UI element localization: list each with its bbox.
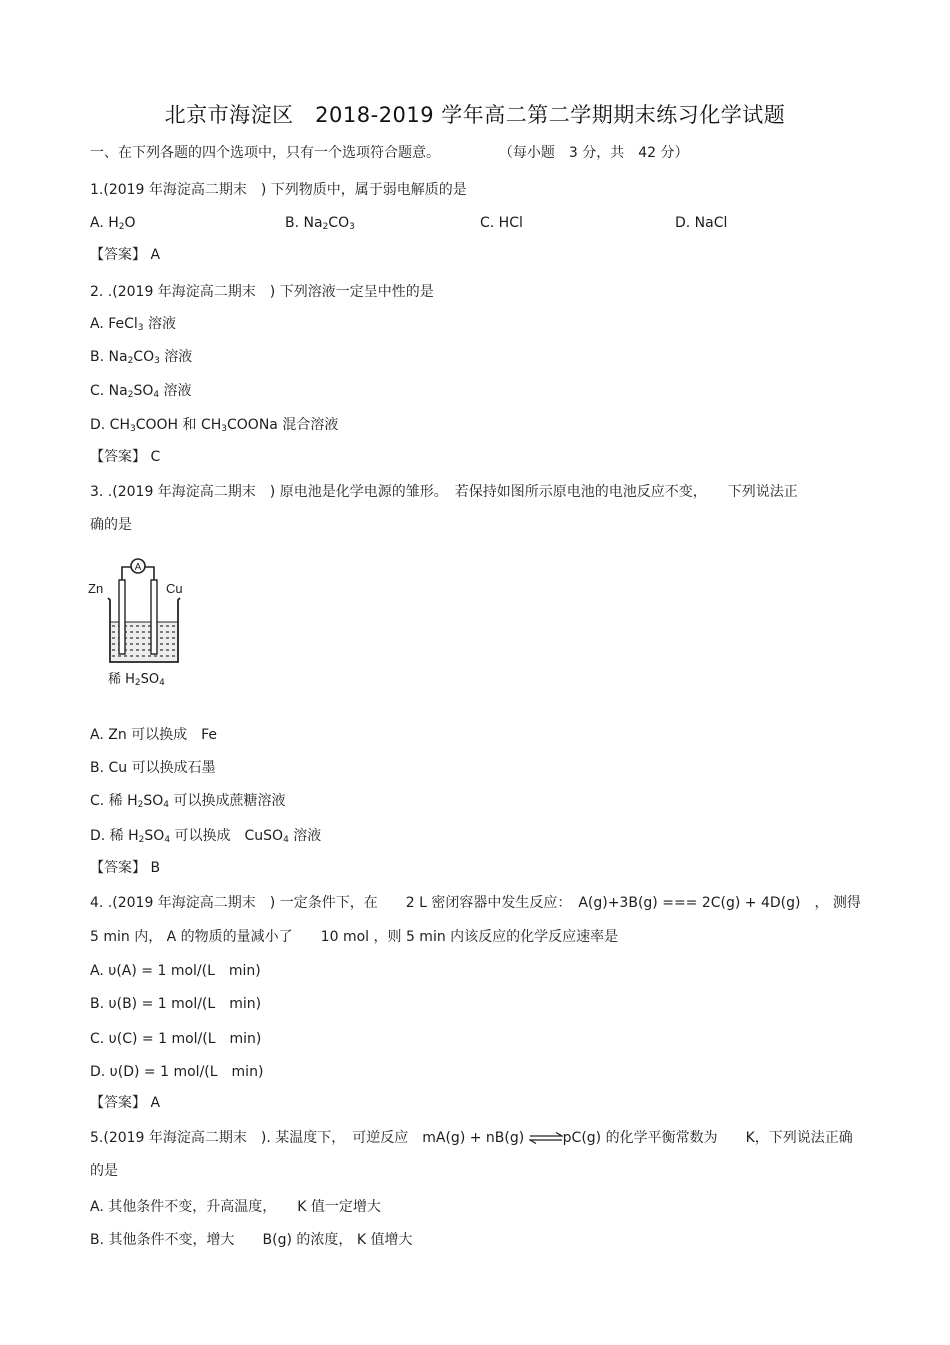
q1-option-b: B. $Na_2CO_3$ (285, 215, 355, 232)
q5-stem-line1: 5.(2019 年海淀高二期末 ). 某温度下， 可逆反应 mA(g) + nB(g) pC(g) 的化学平衡常数为 K，下列说法正确 (90, 1130, 853, 1146)
q2-answer: 【答案】 C (90, 449, 161, 465)
solution-label: 稀 $H_2SO_4$ (108, 672, 165, 688)
q1-stem: 1.(2019 年海淀高二期末 ) 下列物质中，属于弱电解质的是 (90, 182, 467, 198)
galvanic-cell-figure (84, 550, 194, 690)
equilibrium-arrow-icon (529, 1132, 563, 1144)
page-title: 北京市海淀区 2018-2019 学年高二第二学期期末练习化学试题 (164, 103, 786, 127)
q4-option-b: B. υ(B) = 1 mol/(L min) (90, 996, 262, 1012)
section-score-note: （每小题 3 分，共 42 分） (498, 145, 689, 161)
section-heading: 一、在下列各题的四个选项中，只有一个选项符合题意。 (90, 145, 440, 161)
section-heading-line (90, 143, 689, 163)
cu-electrode (151, 580, 157, 654)
q4-answer: 【答案】 A (90, 1095, 161, 1111)
q3-stem-line2: 确的是 (90, 517, 132, 533)
cu-label: Cu (166, 581, 183, 596)
q3-answer: 【答案】 B (90, 860, 161, 876)
q2-option-a: A. FeCl$_3$ 溶液 (90, 316, 176, 333)
q1-option-d: D. NaCl (675, 215, 728, 231)
ammeter-label: A (134, 562, 142, 573)
q3-option-c: C. 稀 $H_2SO_4$ 可以换成蔗糖溶液 (90, 793, 286, 810)
q4-stem-line1: 4. .(2019 年海淀高二期末 ) 一定条件下，在 2 L 密闭容器中发生反应： A(g)+3B(g) === 2C(g) + 4D(g) ， 测得 (90, 895, 861, 911)
q3-option-d: D. 稀 $H_2SO_4$ 可以换成 CuSO$_4$ 溶液 (90, 828, 322, 845)
q5-stem-line2: 的是 (90, 1163, 118, 1179)
q1-option-c: C. HCl (480, 215, 523, 231)
q4-stem-line2: 5 min 内， A 的物质的量减小了 10 mol ，则 5 min 内该反应的化学反应速率是 (90, 929, 619, 945)
q3-option-a: A. Zn 可以换成 Fe (90, 727, 218, 743)
q2-option-b: B. $Na_2CO_3$ 溶液 (90, 349, 193, 366)
q3-stem-line1: 3. .(2019 年海淀高二期末 ) 原电池是化学电源的雏形。 若保持如图所示原电池的电池反应不变， 下列说法正 (90, 484, 798, 500)
q1-answer: 【答案】 A (90, 247, 161, 263)
q5-option-b: B. 其他条件不变，增大 B(g) 的浓度， K 值增大 (90, 1232, 413, 1248)
q3-option-b: B. Cu 可以换成石墨 (90, 760, 216, 776)
q4-option-a: A. υ(A) = 1 mol/(L min) (90, 963, 261, 979)
q4-option-c: C. υ(C) = 1 mol/(L min) (90, 1031, 262, 1047)
q2-option-c: C. $Na_2SO_4$ 溶液 (90, 383, 192, 400)
zn-label: Zn (88, 581, 104, 596)
q2-stem: 2. .(2019 年海淀高二期末 ) 下列溶液一定呈中性的是 (90, 284, 434, 300)
q2-option-d: D. $CH_3COOH$ 和 $CH_3COONa$ 混合溶液 (90, 417, 339, 434)
zn-electrode (119, 580, 125, 654)
q5-option-a: A. 其他条件不变，升高温度， K 值一定增大 (90, 1199, 381, 1215)
q1-option-a: A. $H_2O$ (90, 215, 136, 232)
q4-option-d: D. υ(D) = 1 mol/(L min) (90, 1064, 264, 1080)
